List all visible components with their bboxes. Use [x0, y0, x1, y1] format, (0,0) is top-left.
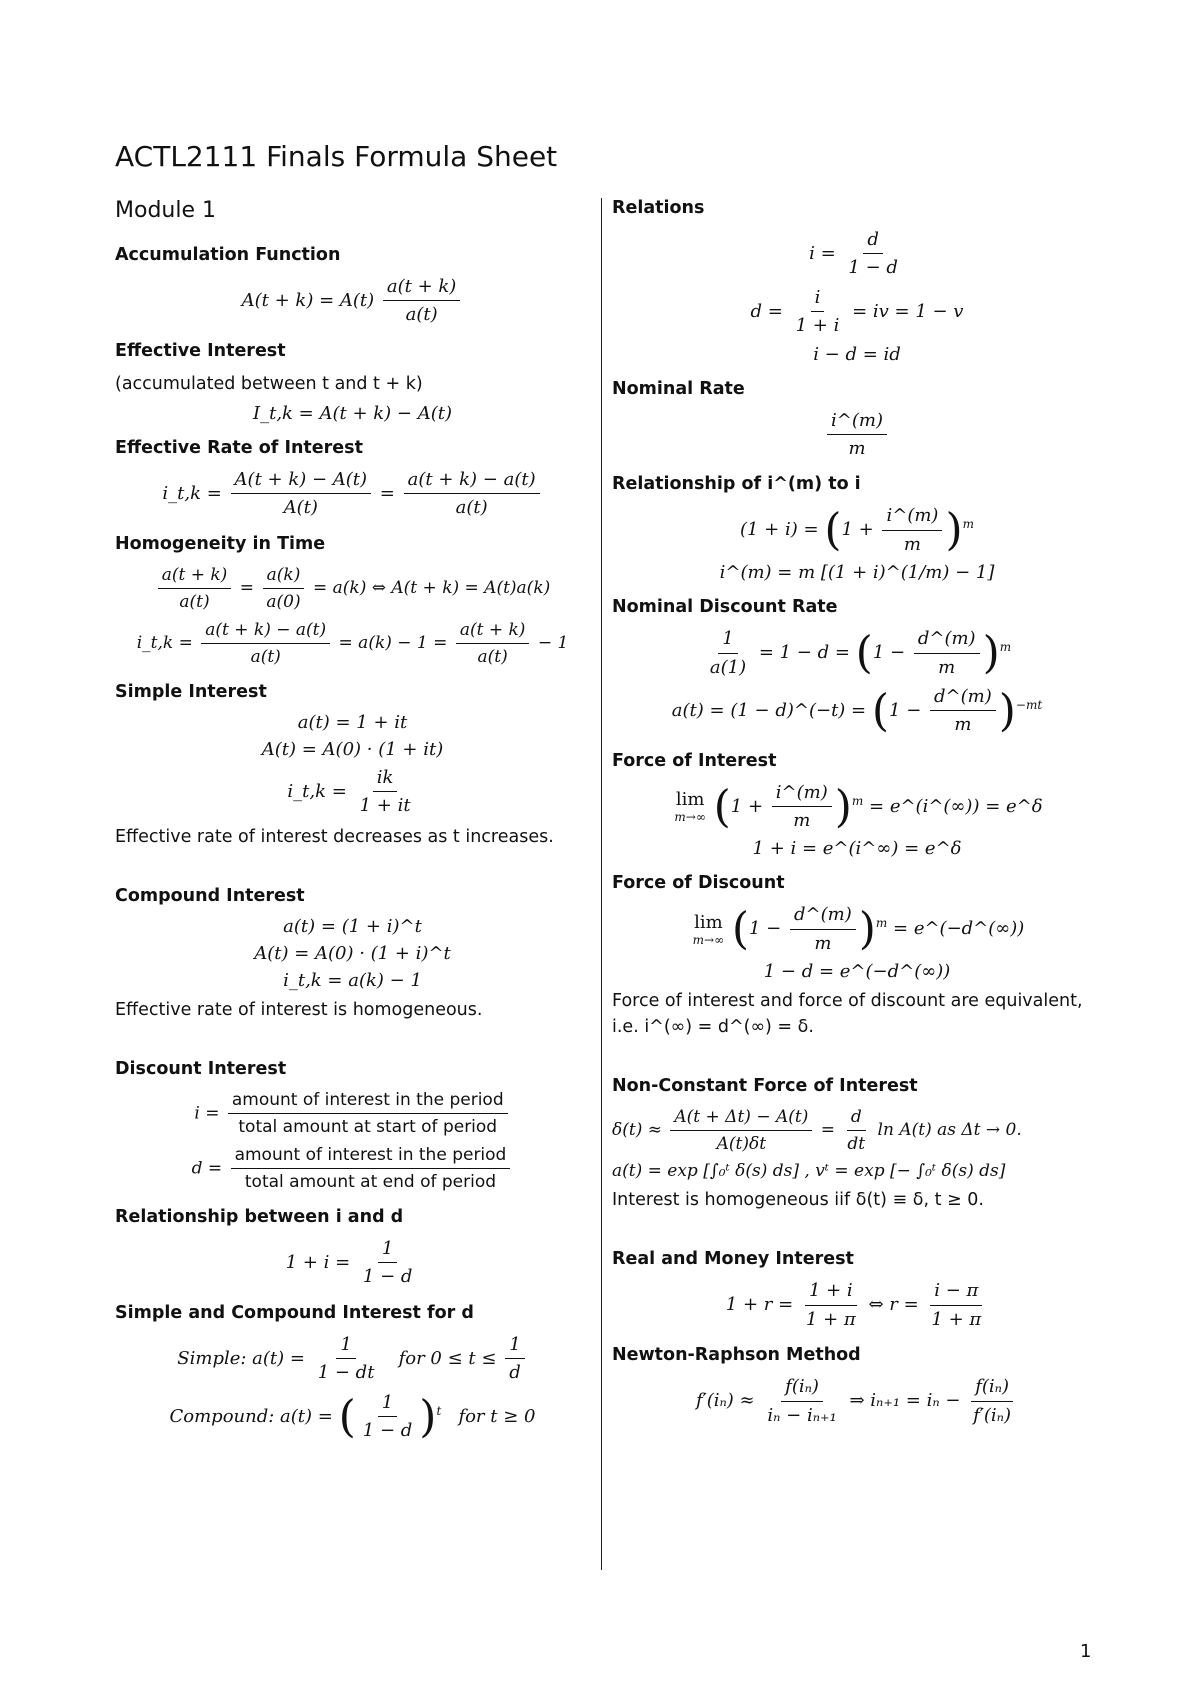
section-note: Effective rate of interest decreases as t increases.	[115, 826, 554, 847]
section-note: Force of interest and force of discount are equivalent, i.e. i^(∞) = d^(∞) = δ.	[612, 991, 1083, 1038]
section-discount-interest	[115, 1059, 590, 1193]
page-title: ACTL2111 Finals Formula Sheet	[115, 140, 558, 173]
equation: a(t) = 1 + it A(t) = A(0) · (1 + it) i_t,k = $\frac{ik}{1 + it}$	[261, 711, 444, 817]
equation: $\frac{i\^{}(m)}{m}$	[612, 409, 1102, 461]
section-simple-interest	[115, 682, 590, 850]
section-heading: Non-Constant Force of Interest	[612, 1076, 918, 1097]
section-simple-compound-d	[115, 1303, 590, 1443]
equation: lim m→∞ (1 − $\frac{d\^{}(m)}{m}$ )$^m$ = e^(−d^(∞)) 1 − d = e^(−d^(∞))	[692, 903, 1025, 983]
section-heading: Relationship of i^(m) to i	[612, 474, 861, 495]
section-heading: Discount Interest	[115, 1058, 287, 1079]
section-relations	[612, 198, 1102, 365]
section-heading: Homogeneity in Time	[115, 533, 326, 554]
equation: Simple: a(t) = $\frac{1}{1 - dt}$ for 0 ≤ t ≤ $\frac{1}{d}$ Compound: a(t) = ( $\frac{1}{1 - d}$ )$^t$ for t ≥ 0	[169, 1333, 536, 1443]
section-force-of-discount	[612, 873, 1102, 1040]
section-note: Interest is homogeneous iif δ(t) ≡ δ, t ≥ 0.	[612, 1190, 984, 1211]
section-heading: Real and Money Interest	[612, 1249, 854, 1270]
left-column	[115, 198, 590, 1456]
section-heading: Simple and Compound Interest for d	[115, 1302, 474, 1323]
section-heading: Relations	[612, 198, 705, 218]
section-relationship-i-d	[115, 1207, 590, 1289]
column-divider	[601, 198, 602, 1570]
equation: $\frac{a(t + k)}{a(t)}$ = $\frac{a(k)}{a(0)}$ = a(k) ⇔ A(t + k) = A(t)a(k)	[115, 564, 590, 613]
section-heading: Accumulation Function	[115, 245, 341, 265]
section-effective-rate	[115, 438, 590, 520]
equation: i = $\frac{d}{1 - d}$ d = $\frac{i}{1 + i}$ = iv = 1 − v i − d = id	[750, 229, 964, 365]
equation: lim m→∞ (1 + $\frac{i\^{}(m)}{m}$ )$^m$ = e^(i^(∞)) = e^δ 1 + i = e^(i^∞) = e^δ	[674, 781, 1043, 860]
equation: a(t) = (1 + i)^t A(t) = A(0) · (1 + i)^t i_t,k = a(k) − 1	[254, 915, 451, 991]
equation: 1 + r = $\frac{1 + i}{1 + \pi}$ ⇔ r = $\frac{i - \pi}{1 + \pi}$	[725, 1280, 982, 1330]
section-heading: Force of Discount	[612, 873, 785, 894]
equation: i_t,k = $\frac{a(t + k) - a(t)}{a(t)}$ = a(k) − 1 = $\frac{a(t + k)}{a(t)}$ − 1	[136, 619, 569, 667]
page-number: 1	[1080, 1641, 1092, 1662]
equation: i_t,k = $\frac{A(t + k) - A(t)}{A(t)}$ = $\frac{a(t + k) - a(t)}{a(t)}$	[115, 468, 590, 520]
section-heading: Nominal Rate	[612, 378, 745, 399]
section-homogeneity	[115, 534, 590, 668]
section-force-of-interest	[612, 751, 1102, 860]
section-newton-raphson	[612, 1345, 1102, 1427]
equation: δ(t) ≈ $\frac{A(t + \Delta t) - A(t)}{A(t)\delta t}$ = $\frac{d}{dt}$ ln A(t) as Δt → 0. a(t) = exp [∫₀ᵗ δ(s) ds] , vᵗ = exp [− ∫₀ᵗ δ(s) ds]	[612, 1107, 1022, 1182]
section-heading: Effective Interest	[115, 340, 286, 361]
section-note: (accumulated between t and t + k)	[115, 373, 423, 394]
equation: (1 + i) = (1 + $\frac{i\^{}(m)}{m}$ )$^m$ i^(m) = m [(1 + i)^(1/m) − 1]	[719, 504, 995, 584]
section-non-constant-force	[612, 1076, 1102, 1213]
equation: I_t,k = A(t + k) − A(t)	[252, 402, 452, 424]
section-accumulation	[115, 245, 590, 327]
section-note: Effective rate of interest is homogeneous.	[115, 999, 483, 1020]
section-heading: Relationship between i and d	[115, 1207, 404, 1228]
module-heading: Module 1	[115, 198, 216, 223]
section-effective-interest	[115, 341, 590, 424]
section-heading: Newton-Raphson Method	[612, 1345, 861, 1366]
equation: f′(iₙ) ≈ $\frac{\text{f(iₙ)}}{\text{iₙ − iₙ₊₁}}$ ⇒ iₙ₊₁ = iₙ − $\frac{\text{f(iₙ)}}{\text{f′(iₙ)}}$	[695, 1376, 1012, 1426]
section-heading: Effective Rate of Interest	[115, 437, 363, 458]
section-heading: Compound Interest	[115, 885, 305, 906]
section-compound-interest	[115, 886, 590, 1023]
section-heading: Nominal Discount Rate	[612, 597, 838, 618]
equation: i = $\frac{\text{amount of interest in the period}}{\text{total amount at start of period}}$ d = $\frac{\text{amount of interest in the period}}{\text{total amount at end of period}}$	[115, 1089, 590, 1193]
section-nominal-discount	[612, 597, 1102, 737]
right-column	[612, 198, 1102, 1441]
section-heading: Simple Interest	[115, 681, 267, 702]
section-real-money	[612, 1249, 1102, 1331]
equation: $\frac{1}{a(1)}$ = 1 − d = (1 − $\frac{d\^{}(m)}{m}$ )$^m$ a(t) = (1 − d)^(−t) = (1 − $\frac{d\^{}(m)}{m}$ )$^{-mt}$	[671, 627, 1043, 737]
equation: 1 + i = $\frac{1}{1 - d}$	[285, 1238, 413, 1288]
section-relationship-im-i	[612, 474, 1102, 583]
section-nominal-rate	[612, 379, 1102, 461]
section-heading: Force of Interest	[612, 750, 777, 771]
equation: A(t + k) = A(t) $\frac{a(t + k)}{a(t)}$	[115, 275, 590, 327]
